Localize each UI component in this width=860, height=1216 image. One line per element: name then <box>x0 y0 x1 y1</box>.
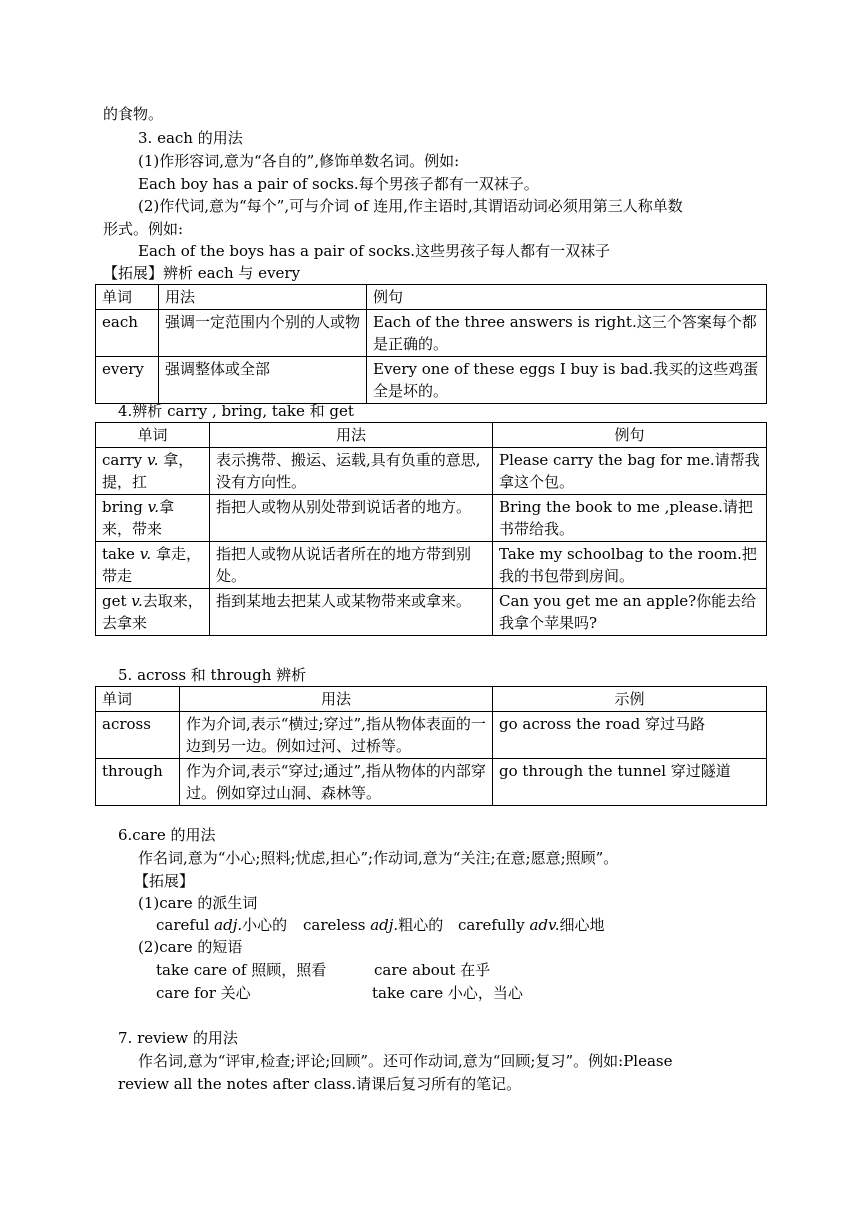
word-cell <box>96 495 210 542</box>
word-cell: through <box>96 759 180 806</box>
table-header-cell: 例句 <box>367 285 767 310</box>
table-header-cell: 用法 <box>159 285 367 310</box>
care-derivative: carefully adv.细心地 <box>458 916 605 934</box>
care-phrase: take care of 照顾，照看 <box>156 961 327 979</box>
word-cell: each <box>96 310 159 357</box>
word-cell <box>96 589 210 636</box>
usage-cell: 指把人或物从别处带到说话者的地方。 <box>210 495 493 542</box>
example-cell: Each of the three answers is right.这三个答案每个都是正确的。 <box>367 310 767 357</box>
usage-cell: 指到某地去把某人或某物带来或拿来。 <box>210 589 493 636</box>
table-header-cell: 单词 <box>96 285 159 310</box>
care-definition: 作名词,意为“小心;照料;忧虑,担心”;作动词,意为“关注;在意;愿意;照顾”。 <box>138 849 619 867</box>
table-header-row <box>96 423 767 448</box>
care-extension-label: 【拓展】 <box>134 872 195 890</box>
care-derivative: careful adj.小心的 <box>156 916 288 934</box>
table-row <box>96 310 767 357</box>
carry-bring-take-get-table <box>95 422 767 636</box>
usage-cell: 指把人或物从说话者所在的地方带到别处。 <box>210 542 493 589</box>
word: bring <box>102 498 148 516</box>
care-derivative: careless adj.粗心的 <box>303 916 444 934</box>
table-row <box>96 759 767 806</box>
table-row <box>96 495 767 542</box>
table-header-cell: 单词 <box>96 687 180 712</box>
table-row <box>96 712 767 759</box>
each-pron-usage: (2)作代词,意为“每个”,可与介词 of 连用,作主语时,其谓语动词必须用第三人称单数 <box>138 197 683 215</box>
example-cell: Please carry the bag for me.请帮我拿这个包。 <box>493 448 767 495</box>
intro-tail-text: 的食物。 <box>103 105 164 123</box>
table-header-cell: 例句 <box>493 423 767 448</box>
each-pron-usage-cont: 形式。例如: <box>103 220 184 238</box>
word: carry <box>102 451 143 469</box>
review-heading: 7. review 的用法 <box>118 1029 238 1047</box>
review-definition: 作名词,意为“评审,检查;评论;回顾”。还可作动词,意为“回顾;复习”。例如:Please <box>138 1052 673 1070</box>
care-derivatives-heading: (1)care 的派生词 <box>138 894 258 912</box>
usage-cell: 表示携带、搬运、运载,具有负重的意思,没有方向性。 <box>210 448 493 495</box>
across-through-table <box>95 686 767 806</box>
care-phrase: take care 小心，当心 <box>372 984 523 1002</box>
usage-cell: 强调一定范围内个别的人或物 <box>159 310 367 357</box>
table-header-row <box>96 285 767 310</box>
usage-cell: 强调整体或全部 <box>159 357 367 404</box>
example-cell: Can you get me an apple?你能去给我拿个苹果吗? <box>493 589 767 636</box>
word-meaning: 拿走，带走 <box>102 545 201 585</box>
review-example: review all the notes after class.请课后复习所有的笔记。 <box>118 1075 522 1093</box>
table-header-cell: 用法 <box>180 687 493 712</box>
care-phrase: care about 在乎 <box>374 961 491 979</box>
word-cell <box>96 542 210 589</box>
each-adj-example: Each boy has a pair of socks.每个男孩子都有一双袜子。 <box>138 175 539 193</box>
care-heading: 6.care 的用法 <box>118 826 216 844</box>
word-meaning: 拿，提，扛 <box>102 451 194 491</box>
example-cell: Bring the book to me ,please.请把书带给我。 <box>493 495 767 542</box>
care-phrase: care for 关心 <box>156 984 251 1002</box>
word-cell <box>96 448 210 495</box>
table-row <box>96 448 767 495</box>
word: take <box>102 545 140 563</box>
part-of-speech: v. <box>139 545 152 563</box>
word: get <box>102 592 132 610</box>
usage-cell: 作为介词,表示“穿过;通过”,指从物体的内部穿过。例如穿过山洞、森林等。 <box>180 759 493 806</box>
table-row <box>96 542 767 589</box>
word-meaning: 去取来，去拿来 <box>102 592 203 632</box>
carry-bring-take-get-heading: 4.辨析 carry , bring, take 和 get <box>118 402 354 420</box>
example-cell: go through the tunnel 穿过隧道 <box>493 759 767 806</box>
part-of-speech: v. <box>131 592 143 610</box>
table-header-cell: 示例 <box>493 687 767 712</box>
word-meaning: 拿来，带来 <box>102 498 175 538</box>
across-through-heading: 5. across 和 through 辨析 <box>118 666 307 684</box>
word-cell: every <box>96 357 159 404</box>
each-every-table <box>95 284 767 404</box>
usage-cell: 作为介词,表示“横过;穿过”,指从物体表面的一边到另一边。例如过河、过桥等。 <box>180 712 493 759</box>
care-phrases-heading: (2)care 的短语 <box>138 938 243 956</box>
word-cell: across <box>96 712 180 759</box>
example-cell: Every one of these eggs I buy is bad.我买的这些鸡蛋全是坏的。 <box>367 357 767 404</box>
table-header-cell: 单词 <box>96 423 210 448</box>
each-every-extension-heading: 【拓展】辨析 each 与 every <box>103 264 301 282</box>
table-header-cell: 用法 <box>210 423 493 448</box>
example-cell: go across the road 穿过马路 <box>493 712 767 759</box>
each-pron-example: Each of the boys has a pair of socks.这些男孩子每人都有一双袜子 <box>138 242 611 260</box>
table-header-row <box>96 687 767 712</box>
table-row <box>96 357 767 404</box>
table-row <box>96 589 767 636</box>
part-of-speech: v. <box>146 451 159 469</box>
example-cell: Take my schoolbag to the room.把我的书包带到房间。 <box>493 542 767 589</box>
each-adj-usage: (1)作形容词,意为“各自的”,修饰单数名词。例如: <box>138 152 460 170</box>
part-of-speech: v. <box>147 498 160 516</box>
each-heading: 3. each 的用法 <box>138 129 243 147</box>
